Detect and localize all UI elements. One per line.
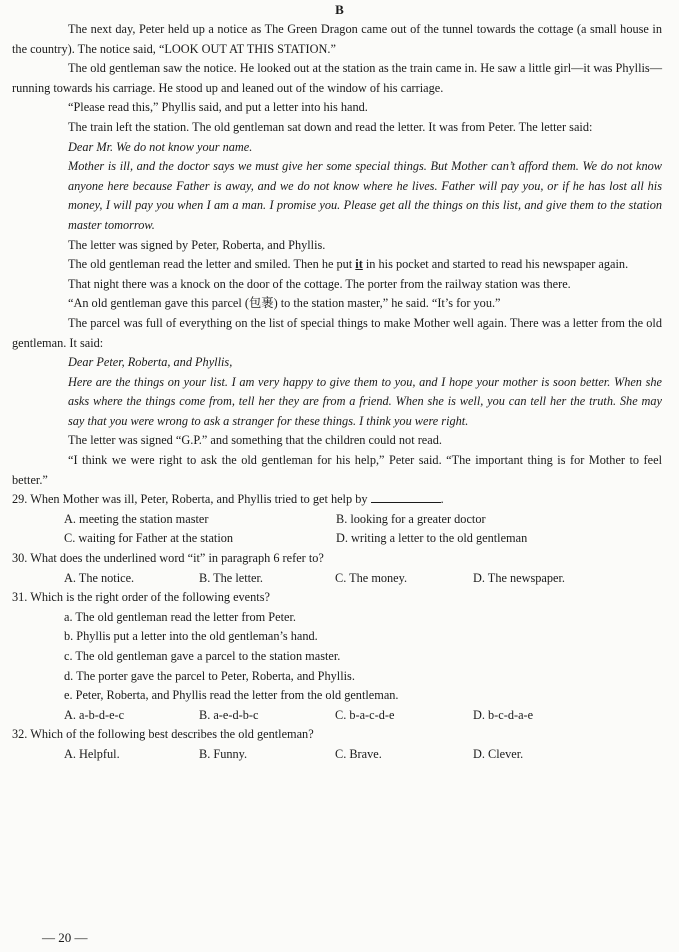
event-e: e. Peter, Roberta, and Phyllis read the letter from the old gentleman. — [64, 688, 399, 703]
underlined-word-it: it — [355, 257, 363, 272]
paragraph-7: That night there was a knock on the door of the cottage. The porter from the railway station was there. — [68, 276, 571, 291]
event-a: a. The old gentleman read the letter from Peter. — [64, 609, 296, 624]
option-c: C. b-a-c-d-e — [335, 707, 395, 722]
page-number: — 20 — — [42, 930, 88, 945]
option-a: A. meeting the station master — [64, 511, 209, 526]
letter-2-body: Here are the things on your list. I am very happy to give them to you, and I hope your mother is soon better. When she asks where the things come from, tell her they are from a friend. When she is well, you can tell her the truth. She may say that you were wrong to ask a stranger for these things. I think you were right. — [68, 374, 662, 428]
option-a: A. Helpful. — [64, 746, 120, 761]
question-32-options — [12, 745, 662, 765]
letter-1-greeting: Dear Mr. We do not know your name. — [68, 139, 253, 154]
option-d: D. b-c-d-a-e — [473, 707, 534, 722]
question-31-options — [12, 706, 662, 726]
question-31-stem: 31. Which is the right order of the following events? — [12, 590, 270, 605]
option-b: B. looking for a greater doctor — [336, 511, 486, 526]
option-b: B. Funny. — [199, 746, 248, 761]
paragraph-3: “Please read this,” Phyllis said, and put a letter into his hand. — [68, 100, 368, 115]
passage — [12, 20, 662, 765]
section-title: B — [335, 2, 344, 17]
option-b: B. The letter. — [199, 570, 263, 585]
letter-2-greeting: Dear Peter, Roberta, and Phyllis, — [68, 355, 233, 370]
option-d: D. Clever. — [473, 746, 524, 761]
option-a: A. The notice. — [64, 570, 135, 585]
option-d: D. writing a letter to the old gentleman — [336, 531, 528, 546]
option-c: C. The money. — [335, 570, 408, 585]
event-c: c. The old gentleman gave a parcel to the station master. — [64, 649, 341, 663]
paragraph-8: “An old gentleman gave this parcel (包裹) to the station master,” he said. “It’s for you.” — [68, 296, 501, 311]
letter-1-body: Mother is ill, and the doctor says we must give her some special things. But Mother can’t afford them. We do not know anyone here because Father is away, and we do not know where he lives. Father will pay you, or if he has lost all his money, I will pay you when I am a man. I promise you. Please get all the things on this list, and give them to the station master tomorrow. — [68, 159, 662, 232]
option-c: C. Brave. — [335, 746, 382, 761]
paragraph-1: The next day, Peter held up a notice as The Green Dragon came out of the tunnel towards the cottage (a small house in the country). The notice said, “LOOK OUT AT THIS STATION.” — [12, 22, 662, 56]
answer-blank — [371, 490, 441, 503]
option-c: C. waiting for Father at the station — [64, 531, 234, 546]
paragraph-11: “I think we were right to ask the old gentleman for his help,” Peter said. “The important thing is for Mother to feel better.” — [12, 453, 662, 487]
paragraph-5: The letter was signed by Peter, Roberta, and Phyllis. — [68, 237, 326, 252]
question-29: 29. When Mother was ill, Peter, Roberta, and Phyllis tried to get help by . — [12, 492, 444, 507]
question-32-stem: 32. Which of the following best describes the old gentleman? — [12, 727, 314, 742]
option-a: A. a-b-d-e-c — [64, 707, 125, 722]
paragraph-4: The train left the station. The old gentleman sat down and read the letter. It was from Peter. The letter said: — [68, 119, 593, 134]
paragraph-6-start: The old gentleman read the letter and smiled. Then he put — [68, 257, 356, 272]
question-29-options-row-2 — [12, 529, 662, 549]
option-b: B. a-e-d-b-c — [199, 707, 259, 722]
paragraph-2: The old gentleman saw the notice. He looked out at the station as the train came in. He saw a little girl—it was Phyllis—running towards his carriage. He stood up and leaned out of the window of his carriage. — [12, 61, 662, 95]
paragraph-10: The letter was signed “G.P.” and something that the children could not read. — [68, 433, 442, 448]
option-d: D. The newspaper. — [473, 570, 565, 585]
question-29-options-row-1 — [12, 510, 662, 530]
question-30-options — [12, 569, 662, 589]
paragraph-9: The parcel was full of everything on the list of special things to make Mother well again. There was a letter from the old gentleman. It said: — [12, 315, 662, 350]
paragraph-6-end: in his pocket and started to read his newspaper again. — [362, 257, 629, 272]
question-29-stem: 29. When Mother was ill, Peter, Roberta, and Phyllis tried to get help by — [12, 492, 368, 507]
paragraph-6 — [12, 255, 662, 275]
question-30-stem: 30. What does the underlined word “it” in paragraph 6 refer to? — [12, 551, 324, 566]
event-b: b. Phyllis put a letter into the old gentleman’s hand. — [64, 629, 318, 644]
event-d: d. The porter gave the parcel to Peter, Roberta, and Phyllis. — [64, 668, 355, 683]
